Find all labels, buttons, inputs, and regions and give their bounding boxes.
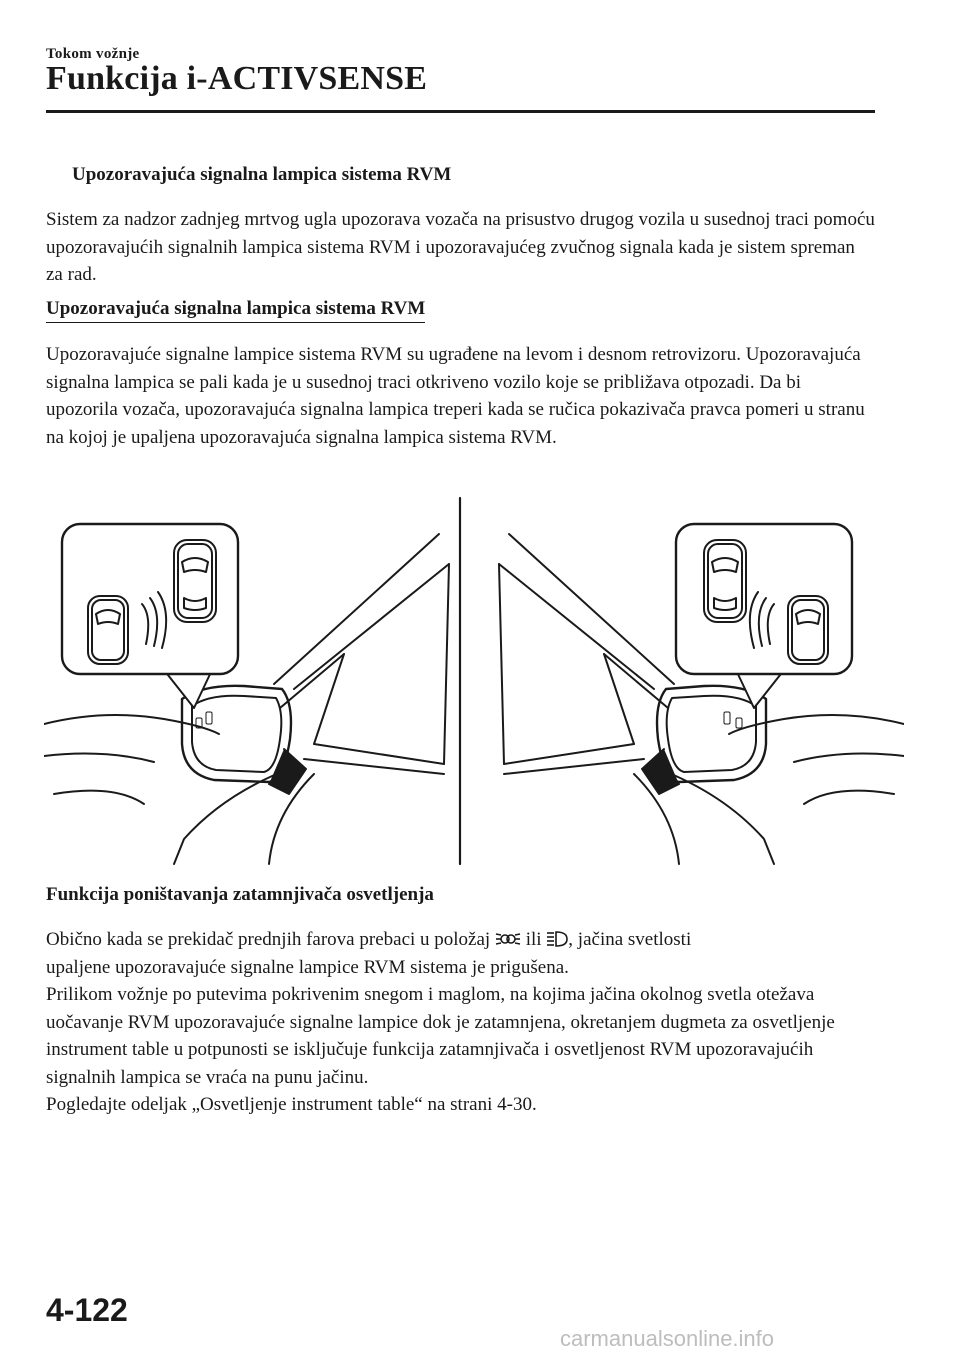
lamp-description-text: Upozoravajuće signalne lampice sistema RVM su ugrađene na levom i desnom retrovizoru. Upozoravajuća signalna lampica se pali kada je u susednoj traci otkriveno vozilo koje se približava otpozadi. Da bi upozorila vozača, upozoravajuća signalna lampica treperi kada se ručica pokazivača pravca pomeri u stranu na kojoj je upaljena upozoravajuća signalna lampica sistema RVM. [46,344,865,448]
watermark: carmanualsonline.info [560,1326,775,1351]
dimmer-paragraph-2: Prilikom vožnje po putevima pokrivenim snegom i maglom, na kojima jačina okolnog svetla otežava uočavanje RVM upozoravajuće signalne lampice dok je zatamnjena, okretanjem dugmeta za osvetljenje instrument table u potpunosti se isključuje funkcija zatamnjivača i osvetljenost RVM upozoravajućih signalnih lampica se vraća na punu jačinu. [46,984,835,1088]
dimmer-text-c: , jačina svetlosti [568,929,692,950]
section-heading-dimmer: Funkcija poništavanja zatamnjivača osvetljenja [46,884,434,905]
dimmer-text-b: ili [520,929,547,950]
page-number: 4-122 [46,1292,128,1328]
title-divider [46,110,875,113]
parking-lights-icon [495,930,521,948]
mirror-illustration [44,494,904,866]
dimmer-line-2: upaljene upozoravajuće signalne lampice RVM sistema je prigušena. [46,956,569,978]
dimmer-line-1 [46,926,876,954]
chapter-label: Tokom vožnje [46,46,140,62]
intro-paragraph [46,206,876,289]
section-heading-rvm: Upozoravajuća signalna lampica sistema RVM [72,164,452,185]
intro-text: Sistem za nadzor zadnjeg mrtvog ugla upozorava vozača na prisustvo drugog vozila u susednoj traci pomoću upozoravajućih signalnih lampica sistema RVM i upozoravajućeg zvučnog signala kada je sistem spreman za rad. [46,209,875,285]
lamp-description [46,341,866,451]
dimmer-text-a: Obično kada se prekidač prednjih farova prebaci u položaj [46,929,495,950]
headlights-icon [546,930,568,948]
page-title: Funkcija i-ACTIVSENSE [46,60,428,97]
subsection-heading-rvm-lamp: Upozoravajuća signalna lampica sistema RVM [46,298,425,323]
dimmer-description [46,926,876,1119]
dimmer-paragraph-3: Pogledajte odeljak „Osvetljenje instrument table“ na strani 4-30. [46,1094,537,1115]
